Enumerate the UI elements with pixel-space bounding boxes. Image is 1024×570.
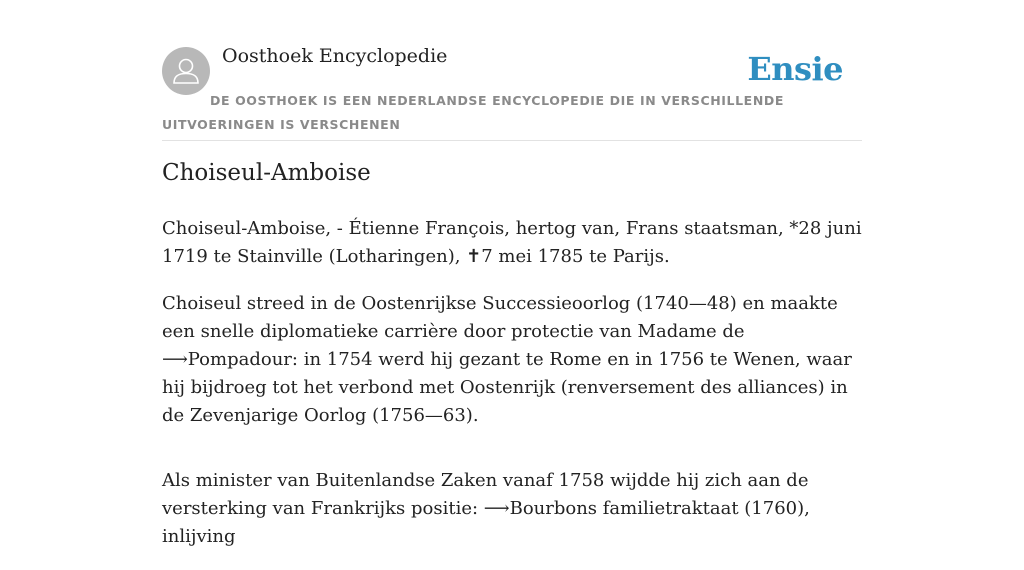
article-paragraph: Choiseul-Amboise, - Étienne François, hertog van, Frans staatsman, *28 juni 1719 te Stainville (Lotharingen), ✝7 mei 1785 te Parijs. xyxy=(162,218,862,267)
brand-logo[interactable]: Ensie xyxy=(747,50,843,88)
article-body xyxy=(162,215,862,570)
site-header xyxy=(162,0,862,141)
article-paragraph: Choiseul streed in de Oostenrijkse Successieoorlog (1740—48) en maakte een snelle diplomatieke carrière door protectie van Madame de ⟶Pompadour: in 1754 werd hij gezant te Rome en in 1756 te Wenen, waar hij bijdroeg tot het verbond met Oostenrijk (renversement des alliances) in de Zevenjarige Oorlog (1756—63). xyxy=(162,293,852,426)
page-container xyxy=(162,0,862,547)
user-avatar-icon[interactable] xyxy=(162,47,210,95)
site-title[interactable]: Oosthoek Encyclopedie xyxy=(222,45,448,67)
article-title: Choiseul-Amboise xyxy=(162,160,371,186)
article-paragraph: Als minister van Buitenlandse Zaken vanaf 1758 wijdde hij zich aan de versterking van Frankrijks positie: ⟶Bourbons familietraktaat (1760), inlijving xyxy=(162,470,810,547)
site-subtitle: DE OOSTHOEK IS EEN NEDERLANDSE ENCYCLOPEDIE DIE IN VERSCHILLENDE UITVOERINGEN IS VERSCHENEN xyxy=(162,93,784,132)
